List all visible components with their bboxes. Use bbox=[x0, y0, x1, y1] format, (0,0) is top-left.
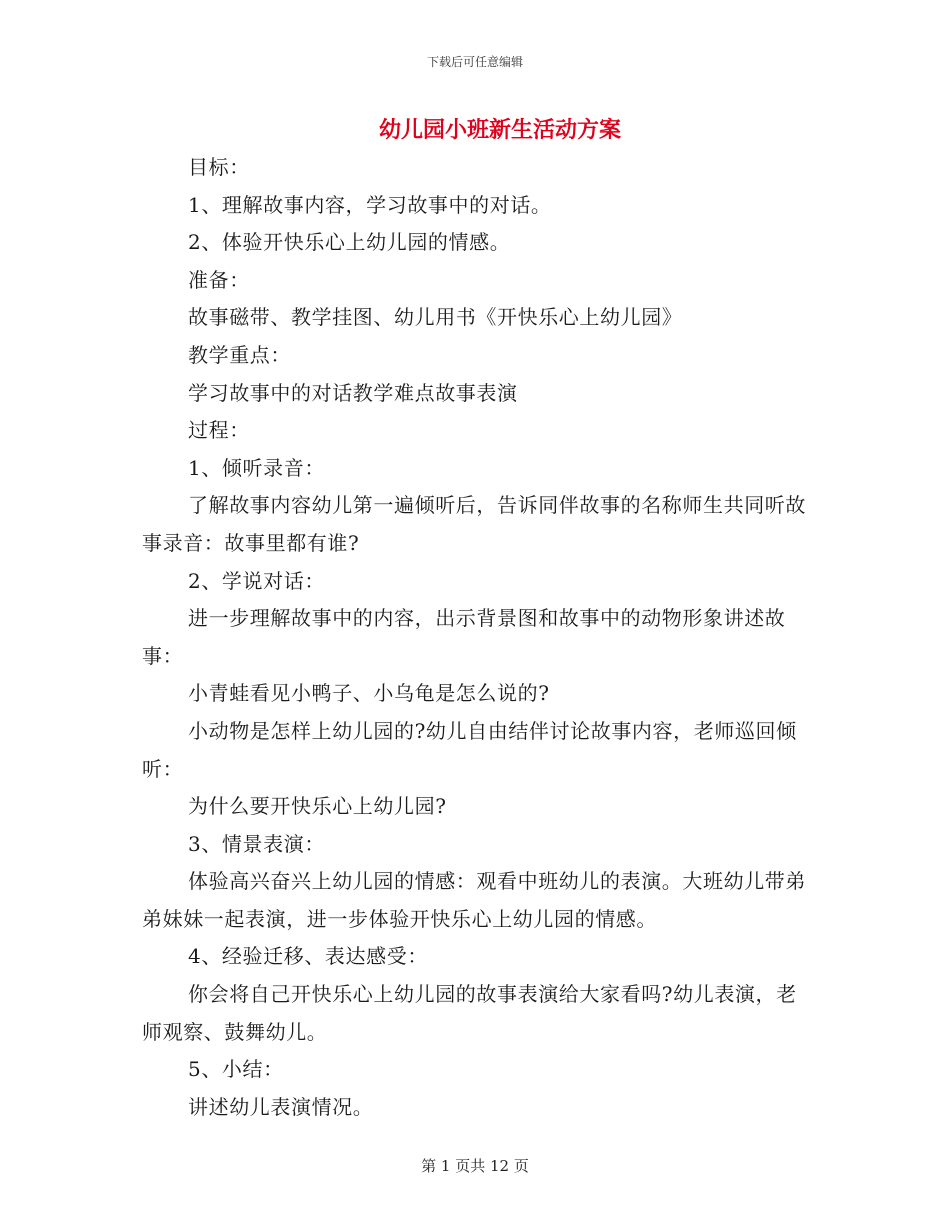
paragraph: 5、小结： bbox=[188, 1057, 284, 1082]
paragraph: 3、情景表演： bbox=[188, 831, 325, 856]
paragraph: 过程： bbox=[188, 418, 250, 443]
paragraph: 故事磁带、教学挂图、幼儿用书《开快乐心上幼儿园》 bbox=[188, 305, 683, 330]
paragraph: 小动物是怎样上幼儿园的?幼儿自由结伴讨论故事内容，老师巡回倾听： bbox=[142, 718, 797, 781]
paragraph: 2、学说对话： bbox=[188, 568, 325, 593]
paragraph: 进一步理解故事中的内容，出示背景图和故事中的动物形象讲述故事： bbox=[142, 606, 786, 668]
page-footer: 第 1 页共 12 页 bbox=[421, 1157, 529, 1175]
document-title: 幼儿园小班新生活动方案 bbox=[378, 117, 621, 143]
paragraph: 体验高兴奋兴上幼儿园的情感：观看中班幼儿的表演。大班幼儿带弟弟妹妹一起表演，进一步体验开快乐心上幼儿园的情感。 bbox=[142, 869, 806, 931]
paragraph: 2、体验开快乐心上幼儿园的情感。 bbox=[188, 230, 511, 255]
paragraph: 1、倾听录音： bbox=[188, 455, 325, 480]
paragraph: 学习故事中的对话教学难点故事表演 bbox=[188, 380, 518, 405]
document-body bbox=[142, 149, 810, 1126]
header-note: 下载后可任意编辑 bbox=[426, 55, 523, 69]
paragraph: 小青蛙看见小鸭子、小乌龟是怎么说的? bbox=[188, 681, 550, 706]
paragraph: 你会将自己开快乐心上幼儿园的故事表演给大家看吗?幼儿表演，老师观察、鼓舞幼儿。 bbox=[142, 982, 797, 1044]
paragraph: 教学重点： bbox=[188, 342, 291, 367]
paragraph: 了解故事内容幼儿第一遍倾听后，告诉同伴故事的名称师生共同听故事录音：故事里都有谁? bbox=[142, 493, 806, 555]
paragraph: 讲述幼儿表演情况。 bbox=[188, 1094, 374, 1119]
paragraph: 1、理解故事内容，学习故事中的对话。 bbox=[188, 192, 552, 217]
paragraph: 为什么要开快乐心上幼儿园? bbox=[188, 794, 447, 819]
paragraph: 目标： bbox=[188, 155, 250, 179]
paragraph: 4、经验迁移、表达感受： bbox=[188, 944, 428, 969]
paragraph: 准备： bbox=[188, 267, 250, 292]
